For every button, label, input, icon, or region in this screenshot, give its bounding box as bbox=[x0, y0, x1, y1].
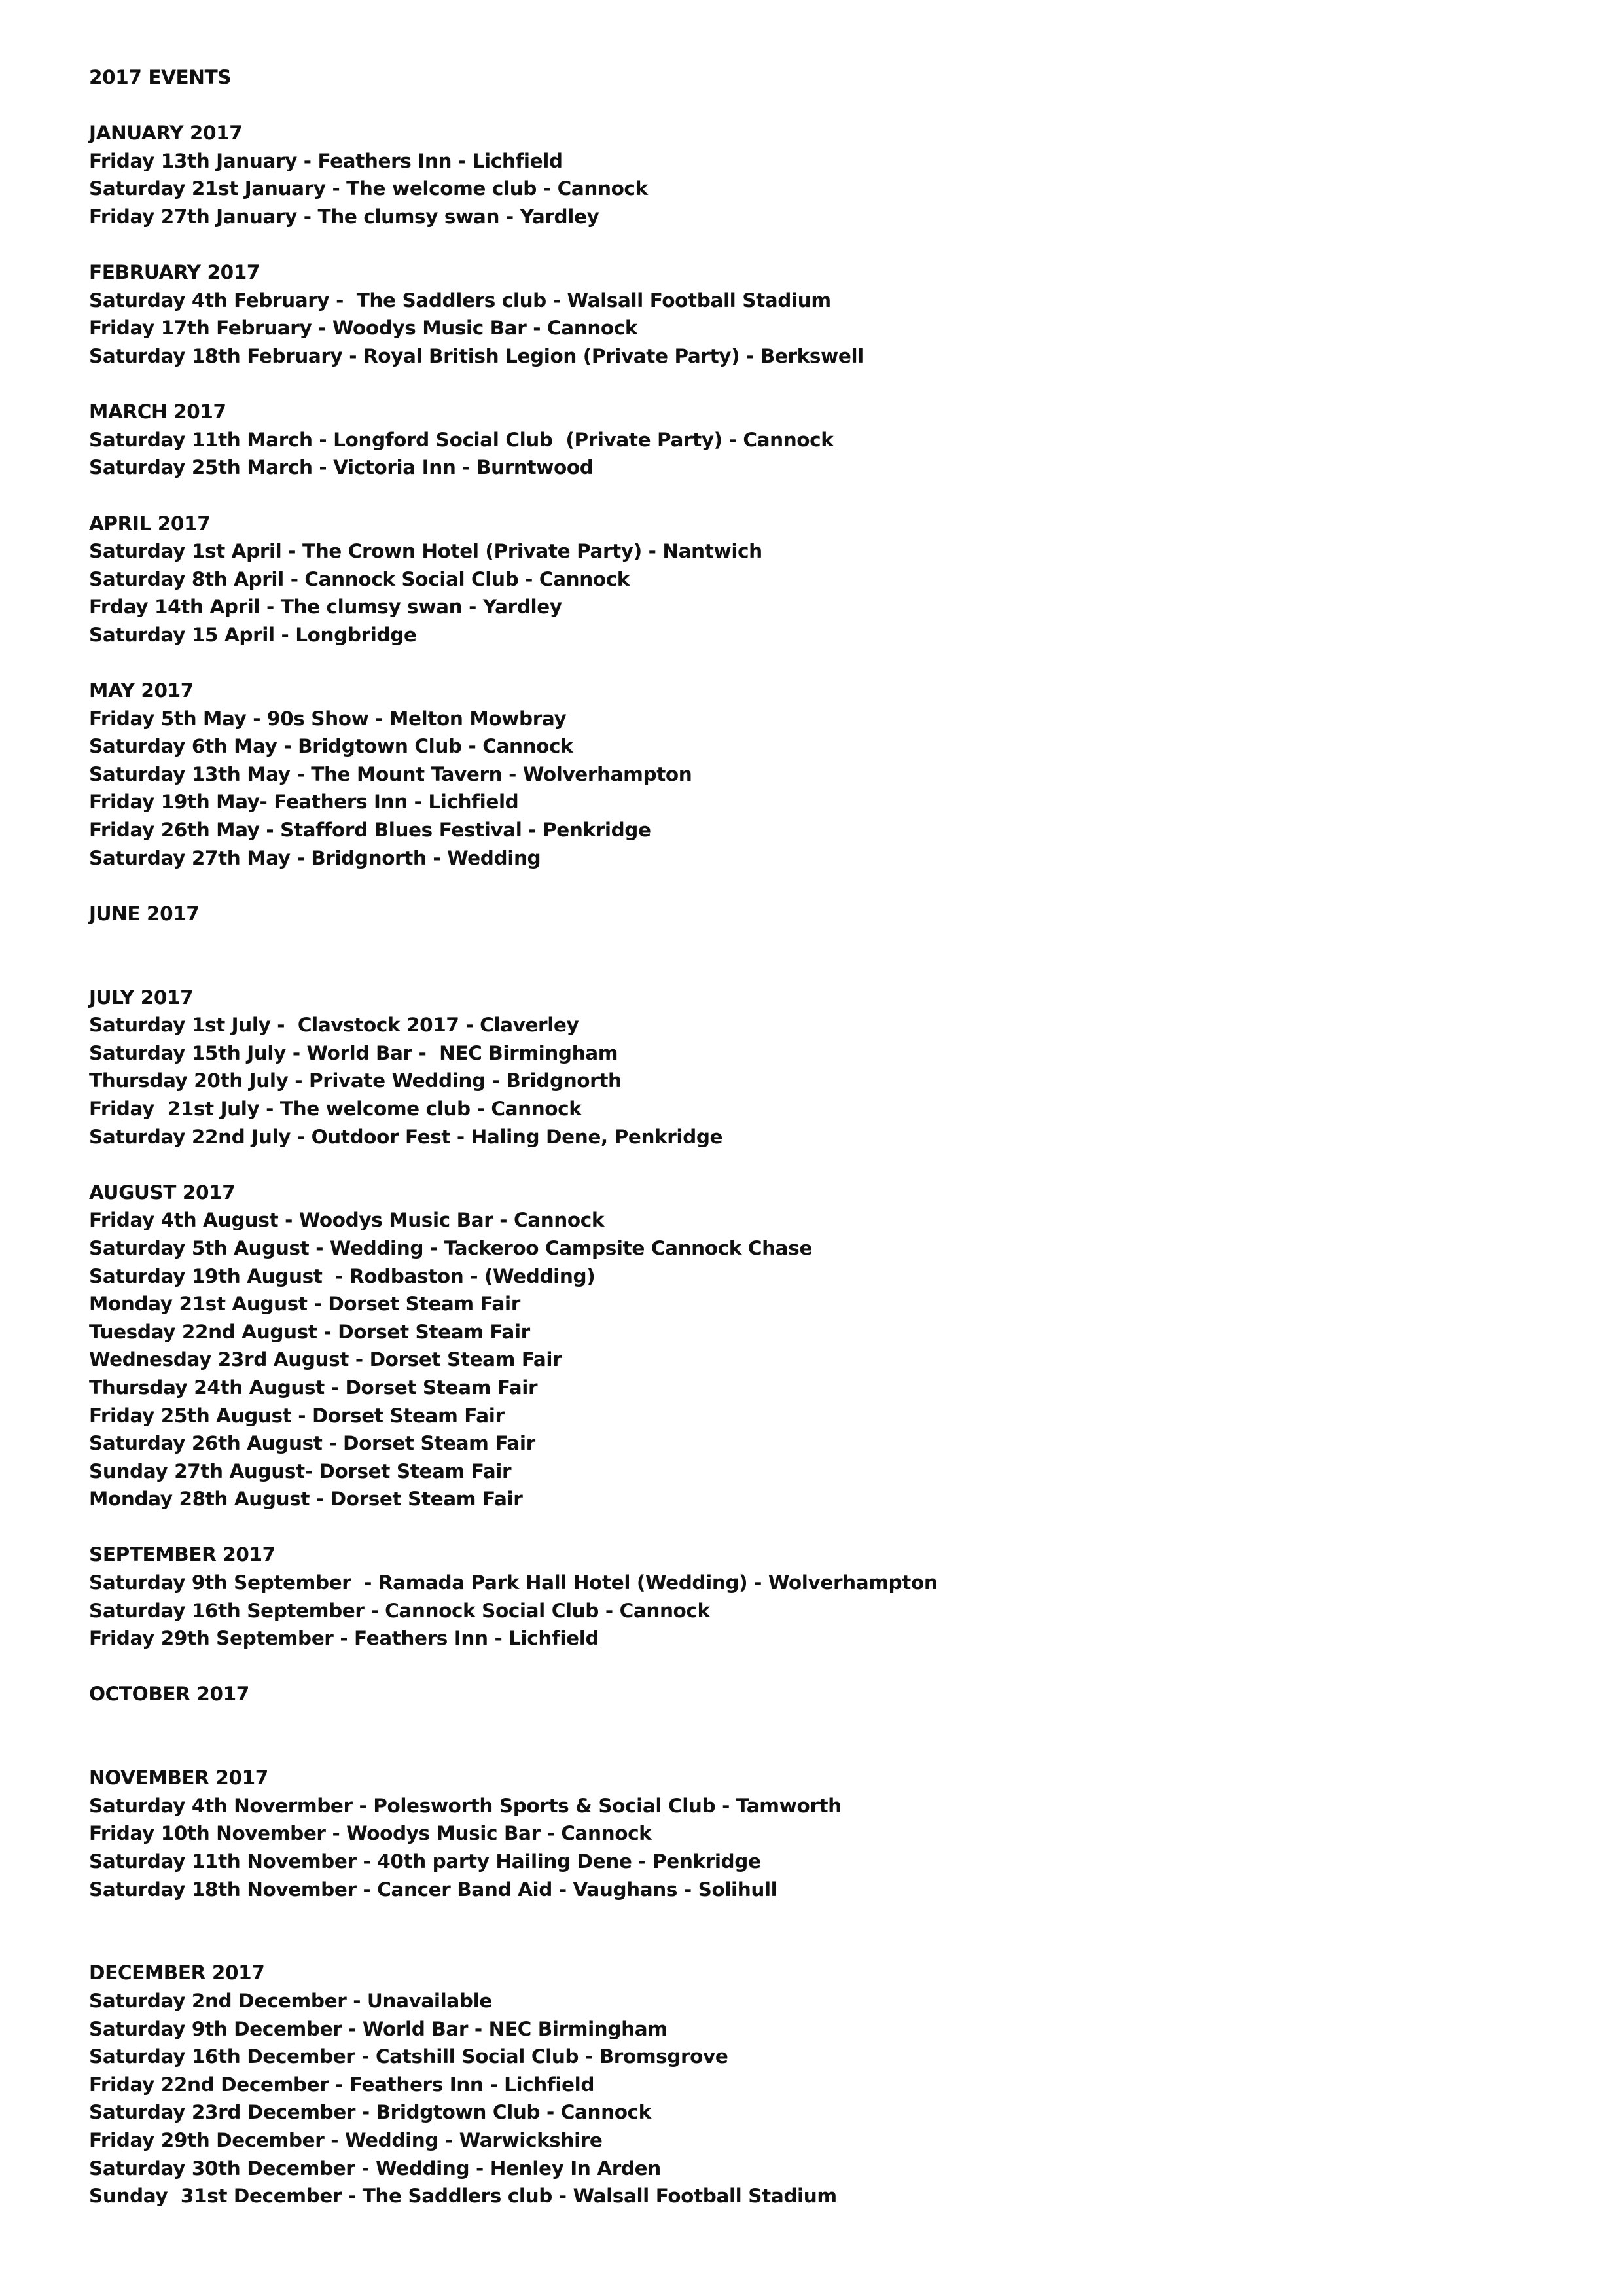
blank-line bbox=[89, 1708, 1529, 1736]
blank-line bbox=[89, 1653, 1529, 1681]
event-line: Saturday 13th May - The Mount Tavern - Wolverhampton bbox=[89, 762, 692, 785]
event-line: Saturday 16th September - Cannock Social Club - Cannock bbox=[89, 1599, 710, 1622]
blank-line bbox=[89, 956, 1529, 984]
event-line: Saturday 11th November - 40th party Hailing Dene - Penkridge bbox=[89, 1850, 761, 1873]
event-line: Friday 29th September - Feathers Inn - Lichfield bbox=[89, 1627, 599, 1650]
event-line: Saturday 15 April - Longbridge bbox=[89, 623, 417, 646]
event-line: Sunday 31st December - The Saddlers club - Walsall Football Stadium bbox=[89, 2185, 837, 2208]
event-line: Tuesday 22nd August - Dorset Steam Fair bbox=[89, 1320, 530, 1343]
event-line: Friday 27th January - The clumsy swan - Yardley bbox=[89, 205, 599, 228]
event-line: Saturday 30th December - Wedding - Henley In Arden bbox=[89, 2157, 661, 2179]
event-line: Friday 10th November - Woodys Music Bar - Cannock bbox=[89, 1822, 652, 1845]
blank-line bbox=[89, 92, 1529, 120]
month-heading-july: JULY 2017 bbox=[89, 986, 194, 1009]
event-line: Saturday 16th December - Catshill Social Club - Bromsgrove bbox=[89, 2045, 728, 2068]
month-heading-june: JUNE 2017 bbox=[89, 902, 200, 925]
event-line: Saturday 21st January - The welcome club - Cannock bbox=[89, 177, 648, 200]
events-document bbox=[89, 63, 1529, 2210]
blank-line bbox=[89, 370, 1529, 399]
event-line: Friday 22nd December - Feathers Inn - Lichfield bbox=[89, 2073, 595, 2096]
event-line: Saturday 5th August - Wedding - Tackeroo Campsite Cannock Chase bbox=[89, 1236, 812, 1259]
month-heading-november: NOVEMBER 2017 bbox=[89, 1767, 268, 1789]
event-line: Saturday 1st April - The Crown Hotel (Private Party) - Nantwich bbox=[89, 540, 762, 563]
event-line: Saturday 9th December - World Bar - NEC Birmingham bbox=[89, 2017, 668, 2040]
document-title: 2017 EVENTS bbox=[89, 66, 232, 88]
event-line: Saturday 11th March - Longford Social Club (Private Party) - Cannock bbox=[89, 428, 834, 451]
event-line: Friday 26th May - Stafford Blues Festival - Penkridge bbox=[89, 819, 651, 842]
event-line: Thursday 24th August - Dorset Steam Fair bbox=[89, 1376, 538, 1399]
blank-line bbox=[89, 649, 1529, 677]
event-line: Saturday 4th Novermber - Polesworth Sports & Social Club - Tamworth bbox=[89, 1794, 842, 1817]
event-line: Saturday 27th May - Bridgnorth - Wedding bbox=[89, 846, 541, 869]
event-line: Friday 5th May - 90s Show - Melton Mowbray bbox=[89, 707, 567, 730]
month-heading-march: MARCH 2017 bbox=[89, 401, 226, 423]
event-line: Sunday 27th August- Dorset Steam Fair bbox=[89, 1460, 512, 1482]
event-line: Monday 28th August - Dorset Steam Fair bbox=[89, 1488, 523, 1511]
blank-line bbox=[89, 1903, 1529, 1931]
month-heading-january: JANUARY 2017 bbox=[89, 122, 243, 145]
event-line: Friday 29th December - Wedding - Warwickshire bbox=[89, 2128, 603, 2151]
event-line: Saturday 9th September - Ramada Park Hall Hotel (Wedding) - Wolverhampton bbox=[89, 1571, 938, 1594]
event-line: Saturday 23rd December - Bridgtown Club - Cannock bbox=[89, 2101, 651, 2124]
event-line: Saturday 25th March - Victoria Inn - Burntwood bbox=[89, 456, 594, 479]
month-heading-december: DECEMBER 2017 bbox=[89, 1962, 265, 1984]
month-heading-august: AUGUST 2017 bbox=[89, 1181, 236, 1204]
event-line: Friday 13th January - Feathers Inn - Lichfield bbox=[89, 149, 563, 172]
blank-line bbox=[89, 872, 1529, 900]
blank-line bbox=[89, 927, 1529, 956]
event-line: Wednesday 23rd August - Dorset Steam Fair bbox=[89, 1348, 562, 1371]
event-line: Saturday 18th February - Royal British Legion (Private Party) - Berkswell bbox=[89, 344, 864, 367]
month-heading-october: OCTOBER 2017 bbox=[89, 1683, 249, 1706]
blank-line bbox=[89, 1151, 1529, 1179]
event-line: Friday 19th May- Feathers Inn - Lichfield bbox=[89, 791, 519, 814]
event-line: Friday 21st July - The welcome club - Cannock bbox=[89, 1097, 582, 1120]
event-line: Saturday 18th November - Cancer Band Aid - Vaughans - Solihull bbox=[89, 1878, 777, 1901]
event-line: Saturday 2nd December - Unavailable bbox=[89, 1989, 492, 2012]
event-line: Saturday 15th July - World Bar - NEC Birmingham bbox=[89, 1041, 618, 1064]
event-line: Saturday 6th May - Bridgtown Club - Cannock bbox=[89, 735, 573, 758]
event-line: Monday 21st August - Dorset Steam Fair bbox=[89, 1293, 520, 1316]
event-line: Saturday 22nd July - Outdoor Fest - Haling Dene, Penkridge bbox=[89, 1125, 723, 1148]
event-line: Saturday 1st July - Clavstock 2017 - Claverley bbox=[89, 1014, 579, 1037]
blank-line bbox=[89, 231, 1529, 259]
event-line: Saturday 19th August - Rodbaston - (Wedding) bbox=[89, 1265, 596, 1287]
event-line: Thursday 20th July - Private Wedding - Bridgnorth bbox=[89, 1069, 622, 1092]
month-heading-may: MAY 2017 bbox=[89, 679, 194, 702]
month-heading-september: SEPTEMBER 2017 bbox=[89, 1543, 276, 1566]
blank-line bbox=[89, 1931, 1529, 1960]
event-line: Friday 4th August - Woodys Music Bar - Cannock bbox=[89, 1209, 605, 1232]
event-line: Saturday 4th February - The Saddlers club - Walsall Football Stadium bbox=[89, 289, 831, 312]
month-heading-april: APRIL 2017 bbox=[89, 512, 211, 535]
event-line: Frday 14th April - The clumsy swan - Yardley bbox=[89, 596, 562, 619]
event-line: Saturday 8th April - Cannock Social Club - Cannock bbox=[89, 567, 630, 590]
blank-line bbox=[89, 1513, 1529, 1541]
event-line: Friday 17th February - Woodys Music Bar - Cannock bbox=[89, 317, 638, 340]
blank-line bbox=[89, 482, 1529, 510]
event-line: Friday 25th August - Dorset Steam Fair bbox=[89, 1404, 505, 1427]
month-heading-february: FEBRUARY 2017 bbox=[89, 261, 260, 284]
blank-line bbox=[89, 1736, 1529, 1765]
event-line: Saturday 26th August - Dorset Steam Fair bbox=[89, 1432, 535, 1455]
